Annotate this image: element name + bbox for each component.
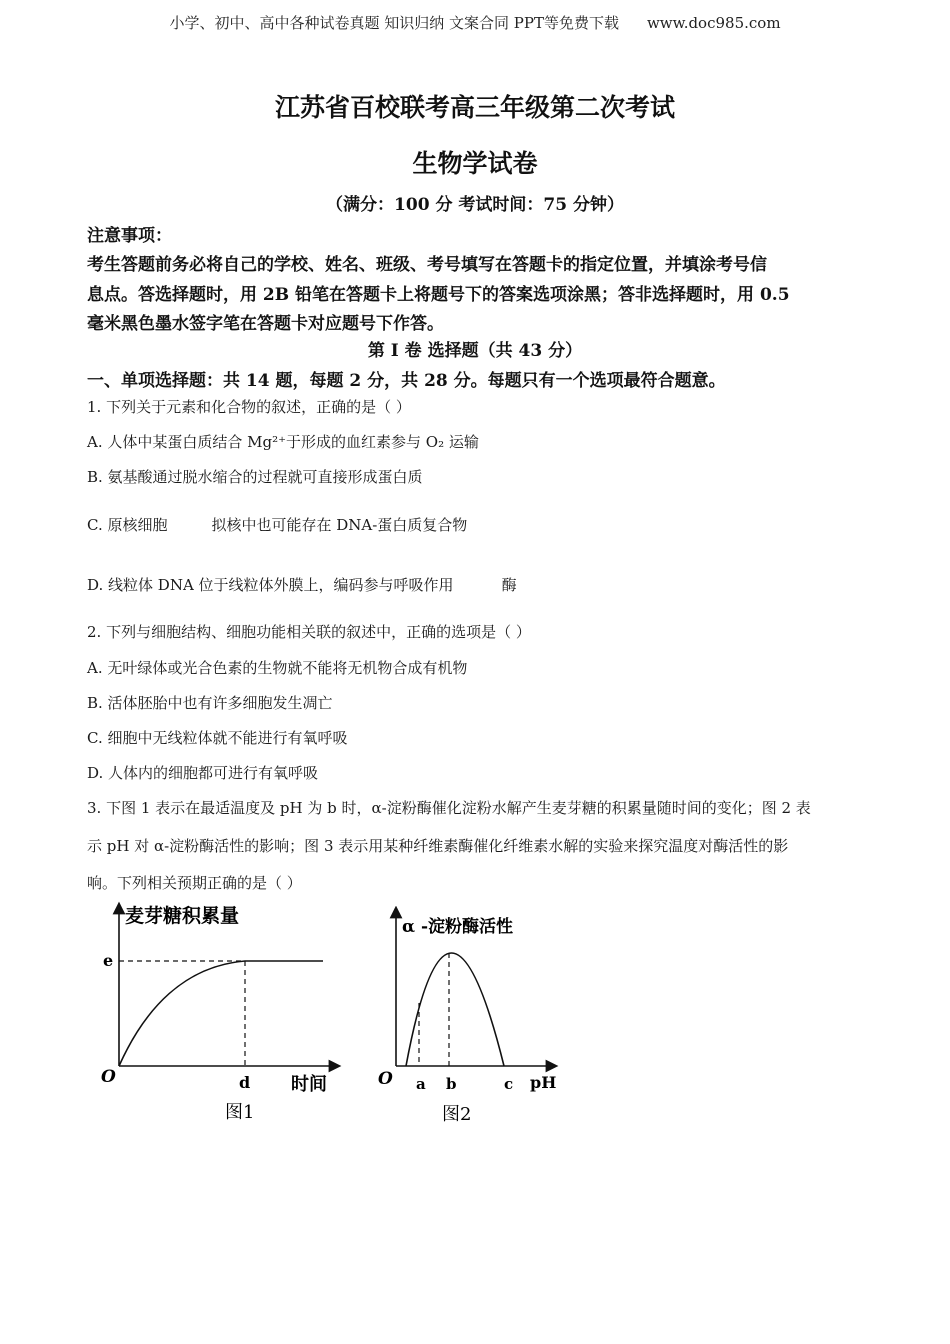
header-site-link[interactable]: www.doc985.com	[646, 14, 781, 32]
fig1-curve	[119, 961, 323, 1066]
fig1-origin: O	[101, 1067, 116, 1087]
question-2-stem: 2. 下列与细胞结构、细胞功能相关联的叙述中，正确的选项是（ ）	[87, 623, 531, 641]
notice-line: 息点。答选择题时，用 2B 铅笔在答题卡上将题号下的答案选项涂黑；答非选择题时，用 0.5	[87, 285, 790, 305]
fig2-x-tick-a: a	[416, 1075, 426, 1093]
question-1-option-a: A. 人体中某蛋白质结合 Mg²⁺于形成的血红素参与 O₂ 运输	[87, 433, 479, 451]
exam-subject: 生物学试卷	[412, 149, 538, 178]
option-d-part2: 酶	[501, 576, 517, 594]
fig1-xlabel: 时间	[291, 1074, 327, 1095]
question-3-line: 3. 下图 1 表示在最适温度及 pH 为 b 时，α-淀粉酶催化淀粉水解产生麦芽糖的积累量随时间的变化；图 2 表	[87, 799, 811, 817]
fig1-caption: 图1	[225, 1102, 255, 1123]
notice-line: 毫米黑色墨水签字笔在答题卡对应题号下作答。	[87, 314, 444, 334]
option-c-part2: 拟核中也可能存在 DNA-蛋白质复合物	[211, 516, 468, 534]
question-2-option-d: D. 人体内的细胞都可进行有氧呼吸	[87, 764, 319, 782]
fig2-xlabel: pH	[530, 1073, 557, 1092]
fig2-curve	[406, 953, 504, 1066]
fig2-origin: O	[378, 1069, 393, 1089]
question-2-option-c: C. 细胞中无线粒体就不能进行有氧呼吸	[87, 729, 348, 747]
option-c-part1: C. 原核细胞	[87, 516, 168, 534]
fig1-y-tick: e	[103, 951, 114, 970]
question-2-option-b: B. 活体胚胎中也有许多细胞发生凋亡	[87, 694, 333, 712]
question-1-option-d	[87, 574, 517, 595]
fig2-ylabel: α -淀粉酶活性	[402, 917, 514, 937]
exam-title: 江苏省百校联考高三年级第二次考试	[274, 93, 675, 122]
page-header	[0, 12, 950, 33]
option-d-part1: D. 线粒体 DNA 位于线粒体外膜上，编码参与呼吸作用	[87, 576, 454, 594]
figure-1-chart	[95, 898, 350, 1128]
header-text: 小学、初中、高中各种试卷真题 知识归纳 文案合同 PPT等免费下载	[169, 14, 619, 32]
part-heading: 一、单项选择题：共 14 题，每题 2 分，共 28 分。每题只有一个选项最符合题意。	[87, 371, 726, 391]
question-1-option-c	[87, 514, 467, 535]
notice-heading: 注意事项：	[87, 226, 172, 246]
question-1-stem: 1. 下列关于元素和化合物的叙述，正确的是（ ）	[87, 398, 411, 416]
fig1-ylabel: 麦芽糖积累量	[125, 905, 240, 927]
fig1-x-tick: d	[239, 1073, 251, 1092]
fig2-x-tick-c: c	[504, 1075, 514, 1093]
fig2-caption: 图2	[442, 1104, 472, 1125]
fig2-x-tick-b: b	[446, 1075, 457, 1093]
section-heading: 第 Ⅰ 卷 选择题（共 43 分）	[367, 341, 583, 361]
question-3-line: 示 pH 对 α-淀粉酶活性的影响；图 3 表示用某种纤维素酶催化纤维素水解的实验来探究温度对酶活性的影	[87, 837, 789, 855]
question-1-option-b: B. 氨基酸通过脱水缩合的过程就可直接形成蛋白质	[87, 468, 423, 486]
question-3-line: 响。下列相关预期正确的是（ ）	[87, 874, 302, 892]
figure-2-chart	[372, 906, 567, 1130]
exam-info: （满分：100 分 考试时间：75 分钟）	[326, 195, 624, 215]
notice-line: 考生答题前务必将自己的学校、姓名、班级、考号填写在答题卡的指定位置，并填涂考号信	[87, 255, 767, 275]
question-2-option-a: A. 无叶绿体或光合色素的生物就不能将无机物合成有机物	[87, 659, 468, 677]
